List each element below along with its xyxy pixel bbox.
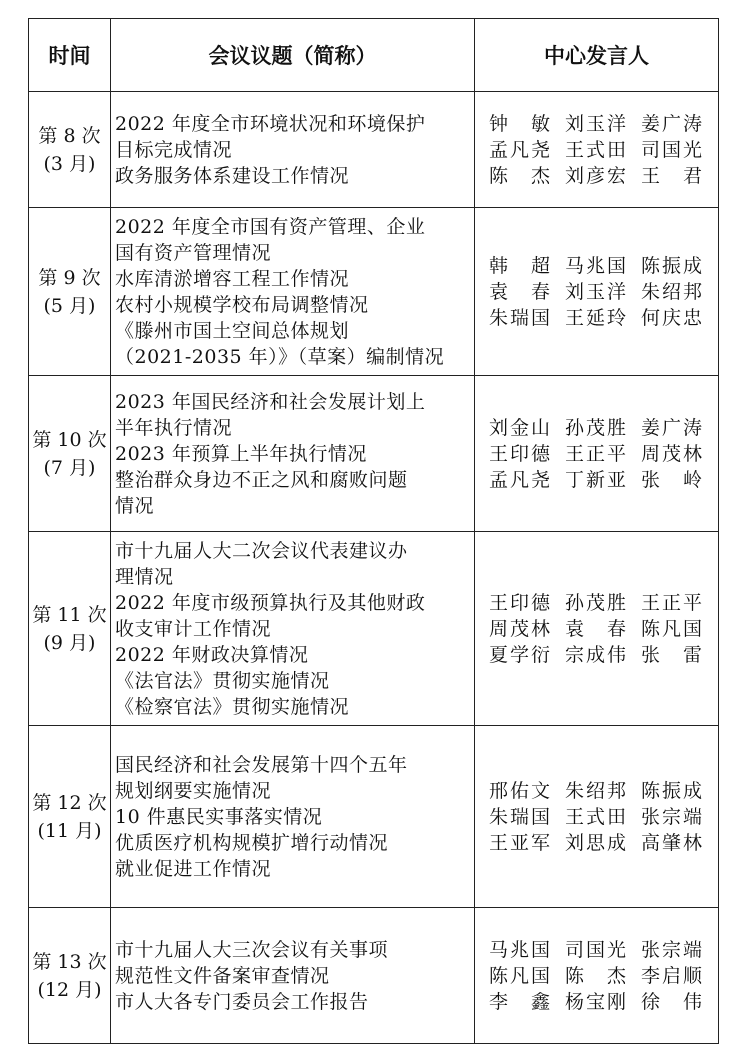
speaker-name: 孟凡尧 — [488, 468, 552, 491]
session-month: (7 月) — [43, 456, 96, 479]
speaker-name: 何庆忠 — [640, 306, 704, 329]
session-month: (11 月) — [37, 819, 102, 842]
topic-line: 就业促进工作情况 — [115, 857, 272, 880]
speaker-name: 袁 春 — [488, 280, 552, 303]
speaker-line — [475, 937, 718, 963]
topic-line: 规划纲要实施情况 — [115, 779, 272, 802]
speaker-line — [475, 137, 718, 163]
speaker-name: 邢佑文 — [488, 779, 552, 802]
speaker-name: 王亚军 — [488, 831, 552, 854]
speaker-name: 王印德 — [488, 442, 552, 465]
speaker-name: 刘玉洋 — [564, 280, 628, 303]
speaker-name: 张 雷 — [640, 643, 704, 666]
speaker-name: 李 鑫 — [488, 990, 552, 1013]
topic-line: 农村小规模学校布局调整情况 — [115, 293, 369, 316]
session-month: (3 月) — [43, 152, 96, 175]
header-row — [29, 19, 719, 92]
speaker-name: 王印德 — [488, 591, 552, 614]
topic-line: 2022 年财政决算情况 — [115, 643, 309, 666]
speaker-name: 袁 春 — [564, 617, 628, 640]
speaker-name: 陈 杰 — [488, 164, 552, 187]
table-row — [29, 726, 719, 908]
session-number: 第 13 次 — [32, 950, 107, 973]
speaker-line — [475, 415, 718, 441]
table-row — [29, 532, 719, 726]
speaker-name: 张 岭 — [640, 468, 704, 491]
speaker-name: 王式田 — [564, 138, 628, 161]
header-time: 时间 — [29, 19, 111, 92]
speaker-name: 周茂林 — [640, 442, 704, 465]
topic-line: 2022 年度全市环境状况和环境保护 — [115, 112, 426, 135]
topic-line: 情况 — [115, 494, 155, 517]
speakers-cell — [475, 92, 719, 208]
speaker-name: 杨宝刚 — [564, 990, 628, 1013]
meeting-schedule-table — [28, 18, 719, 1044]
session-number: 第 9 次 — [38, 266, 101, 289]
speaker-name: 司国光 — [640, 138, 704, 161]
topic-line: 国有资产管理情况 — [115, 241, 272, 264]
speaker-name: 王 君 — [640, 164, 704, 187]
topic-line: 收支审计工作情况 — [115, 617, 272, 640]
topic-line: 水库清淤增容工程工作情况 — [115, 267, 350, 290]
table-row — [29, 92, 719, 208]
speaker-line — [475, 616, 718, 642]
speaker-line — [475, 253, 718, 279]
topic-cell — [111, 532, 475, 726]
topic-line: （2021-2035 年）》（草案）编制情况 — [115, 345, 445, 368]
speaker-name: 徐 伟 — [640, 990, 704, 1013]
session-month: (9 月) — [43, 631, 96, 654]
topic-line: 2023 年预算上半年执行情况 — [115, 442, 367, 465]
speaker-name: 王正平 — [564, 442, 628, 465]
speaker-name: 李启顺 — [640, 964, 704, 987]
time-cell — [29, 532, 111, 726]
speaker-name: 孟凡尧 — [488, 138, 552, 161]
table-row — [29, 376, 719, 532]
speaker-name: 张宗端 — [640, 805, 704, 828]
speakers-cell — [475, 726, 719, 908]
speaker-name: 马兆国 — [564, 254, 628, 277]
table-row — [29, 208, 719, 376]
topic-cell — [111, 92, 475, 208]
speaker-name: 朱绍邦 — [564, 779, 628, 802]
speaker-name: 刘金山 — [488, 416, 552, 439]
session-month: (12 月) — [37, 978, 102, 1001]
speaker-name: 司国光 — [564, 938, 628, 961]
time-cell — [29, 726, 111, 908]
topic-line: 10 件惠民实事落实情况 — [115, 805, 323, 828]
speaker-line — [475, 279, 718, 305]
speaker-name: 高肇林 — [640, 831, 704, 854]
speaker-line — [475, 778, 718, 804]
speaker-name: 王延玲 — [564, 306, 628, 329]
speaker-name: 王正平 — [640, 591, 704, 614]
speaker-name: 姜广涛 — [640, 112, 704, 135]
speaker-name: 刘思成 — [564, 831, 628, 854]
header-topic: 会议议题（简称） — [111, 19, 475, 92]
topic-line: 国民经济和社会发展第十四个五年 — [115, 753, 408, 776]
speaker-name: 陈凡国 — [640, 617, 704, 640]
speaker-line — [475, 804, 718, 830]
speaker-name: 钟 敏 — [488, 112, 552, 135]
speaker-name: 朱绍邦 — [640, 280, 704, 303]
speaker-line — [475, 467, 718, 493]
speaker-name: 刘玉洋 — [564, 112, 628, 135]
topic-line: 理情况 — [115, 565, 174, 588]
time-cell — [29, 376, 111, 532]
topic-line: 目标完成情况 — [115, 138, 233, 161]
speaker-line — [475, 963, 718, 989]
speaker-name: 孙茂胜 — [564, 591, 628, 614]
topic-line: 市人大各专门委员会工作报告 — [115, 990, 369, 1013]
topic-line: 2022 年度全市国有资产管理、企业 — [115, 215, 426, 238]
topic-line: 2023 年国民经济和社会发展计划上 — [115, 390, 426, 413]
speaker-name: 马兆国 — [488, 938, 552, 961]
topic-line: 政务服务体系建设工作情况 — [115, 164, 350, 187]
speaker-line — [475, 441, 718, 467]
topic-line: 优质医疗机构规模扩增行动情况 — [115, 831, 389, 854]
speakers-cell — [475, 532, 719, 726]
speaker-name: 朱瑞国 — [488, 306, 552, 329]
time-cell — [29, 208, 111, 376]
speakers-cell — [475, 908, 719, 1044]
topic-line: 《法官法》贯彻实施情况 — [115, 669, 330, 692]
table-row — [29, 908, 719, 1044]
topic-line: 《检察官法》贯彻实施情况 — [115, 695, 350, 718]
speaker-line — [475, 642, 718, 668]
topic-cell — [111, 208, 475, 376]
speaker-name: 宗成伟 — [564, 643, 628, 666]
speaker-name: 姜广涛 — [640, 416, 704, 439]
session-number: 第 8 次 — [38, 124, 101, 147]
session-month: (5 月) — [43, 294, 96, 317]
table-body — [29, 92, 719, 1044]
topic-line: 《滕州市国土空间总体规划 — [115, 319, 350, 342]
session-number: 第 10 次 — [32, 428, 107, 451]
topic-cell — [111, 376, 475, 532]
header-speakers: 中心发言人 — [475, 19, 719, 92]
topic-line: 半年执行情况 — [115, 416, 233, 439]
speaker-name: 韩 超 — [488, 254, 552, 277]
speaker-name: 刘彦宏 — [564, 164, 628, 187]
speaker-name: 陈 杰 — [564, 964, 628, 987]
speakers-cell — [475, 208, 719, 376]
speakers-cell — [475, 376, 719, 532]
time-cell — [29, 908, 111, 1044]
session-number: 第 11 次 — [32, 603, 107, 626]
speaker-line — [475, 163, 718, 189]
speaker-line — [475, 989, 718, 1015]
topic-line: 2022 年度市级预算执行及其他财政 — [115, 591, 426, 614]
speaker-line — [475, 305, 718, 331]
speaker-name: 张宗端 — [640, 938, 704, 961]
speaker-line — [475, 590, 718, 616]
topic-line: 市十九届人大三次会议有关事项 — [115, 938, 389, 961]
speaker-name: 丁新亚 — [564, 468, 628, 491]
speaker-name: 陈振成 — [640, 254, 704, 277]
speaker-line — [475, 830, 718, 856]
speaker-name: 夏学衍 — [488, 643, 552, 666]
speaker-name: 王式田 — [564, 805, 628, 828]
speaker-name: 周茂林 — [488, 617, 552, 640]
topic-line: 市十九届人大二次会议代表建议办 — [115, 539, 408, 562]
topic-line: 整治群众身边不正之风和腐败问题 — [115, 468, 408, 491]
topic-cell — [111, 908, 475, 1044]
time-cell — [29, 92, 111, 208]
topic-line: 规范性文件备案审查情况 — [115, 964, 330, 987]
topic-cell — [111, 726, 475, 908]
speaker-line — [475, 111, 718, 137]
speaker-name: 孙茂胜 — [564, 416, 628, 439]
speaker-name: 陈凡国 — [488, 964, 552, 987]
session-number: 第 12 次 — [32, 791, 107, 814]
speaker-name: 朱瑞国 — [488, 805, 552, 828]
speaker-name: 陈振成 — [640, 779, 704, 802]
